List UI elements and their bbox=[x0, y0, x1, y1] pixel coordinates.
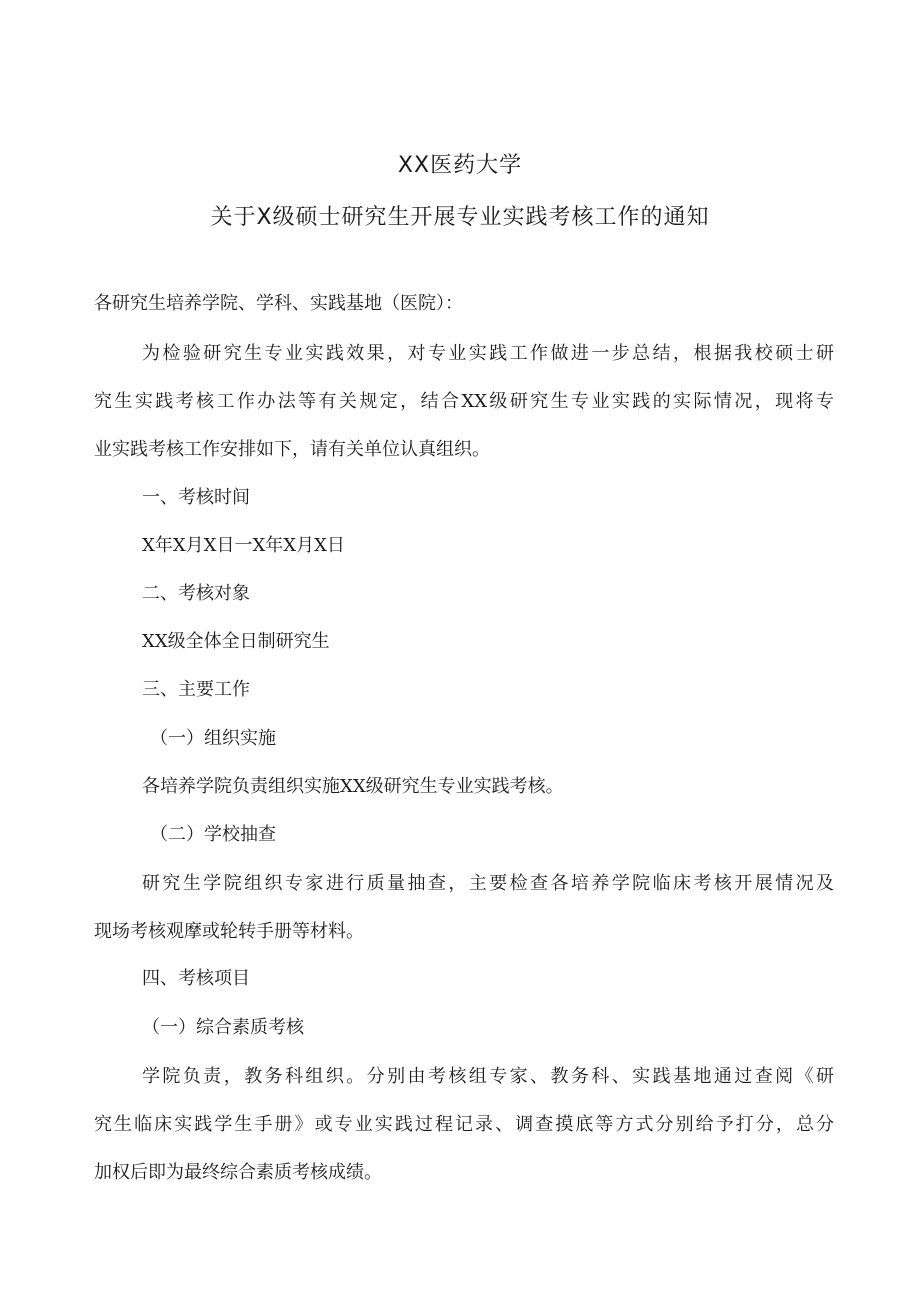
section-heading-items: 四、考核项目 bbox=[142, 968, 250, 989]
institution-title: XX医药大学 bbox=[397, 153, 523, 178]
subsection-heading-organize: （一）组织实施 bbox=[150, 728, 276, 749]
section-heading-target: 二、考核对象 bbox=[142, 583, 250, 604]
quality-line-3: 加权后即为最终综合素质考核成绩。 bbox=[94, 1162, 382, 1183]
inspection-line-2: 现场考核观摩或轮转手册等材料。 bbox=[94, 921, 364, 942]
section-content-time: X年X月X日一X年X月X日 bbox=[142, 535, 345, 556]
intro-line-1: 为检验研究生专业实践效果，对专业实践工作做进一步总结，根据我校硕士研 bbox=[142, 343, 834, 364]
section-heading-work: 三、主要工作 bbox=[142, 679, 250, 700]
notice-title: 关于X级硕士研究生开展专业实践考核工作的通知 bbox=[210, 205, 710, 230]
inspection-line-1: 研究生学院组织专家进行质量抽查，主要检查各培养学院临床考核开展情况及 bbox=[142, 873, 834, 894]
quality-line-1: 学院负责，教务科组织。分别由考核组专家、教务科、实践基地通过查阅《研 bbox=[142, 1066, 834, 1087]
salutation: 各研究生培养学院、学科、实践基地（医院）： bbox=[94, 293, 463, 314]
section-heading-time: 一、考核时间 bbox=[142, 487, 250, 508]
subsection-content-organize: 各培养学院负责组织实施XX级研究生专业实践考核。 bbox=[142, 776, 564, 797]
intro-line-2: 究生实践考核工作办法等有关规定，结合XX级研究生专业实践的实际情况，现将专 bbox=[94, 391, 834, 412]
quality-line-2: 究生临床实践学生手册》或专业实践过程记录、调查摸底等方式分别给予打分，总分 bbox=[94, 1114, 834, 1135]
section-content-target: XX级全体全日制研究生 bbox=[142, 631, 330, 652]
subsection-heading-quality: （一）综合素质考核 bbox=[142, 1017, 304, 1038]
intro-line-3: 业实践考核工作安排如下，请有关单位认真组织。 bbox=[94, 439, 490, 460]
subsection-heading-inspection: （二）学校抽查 bbox=[150, 824, 276, 845]
